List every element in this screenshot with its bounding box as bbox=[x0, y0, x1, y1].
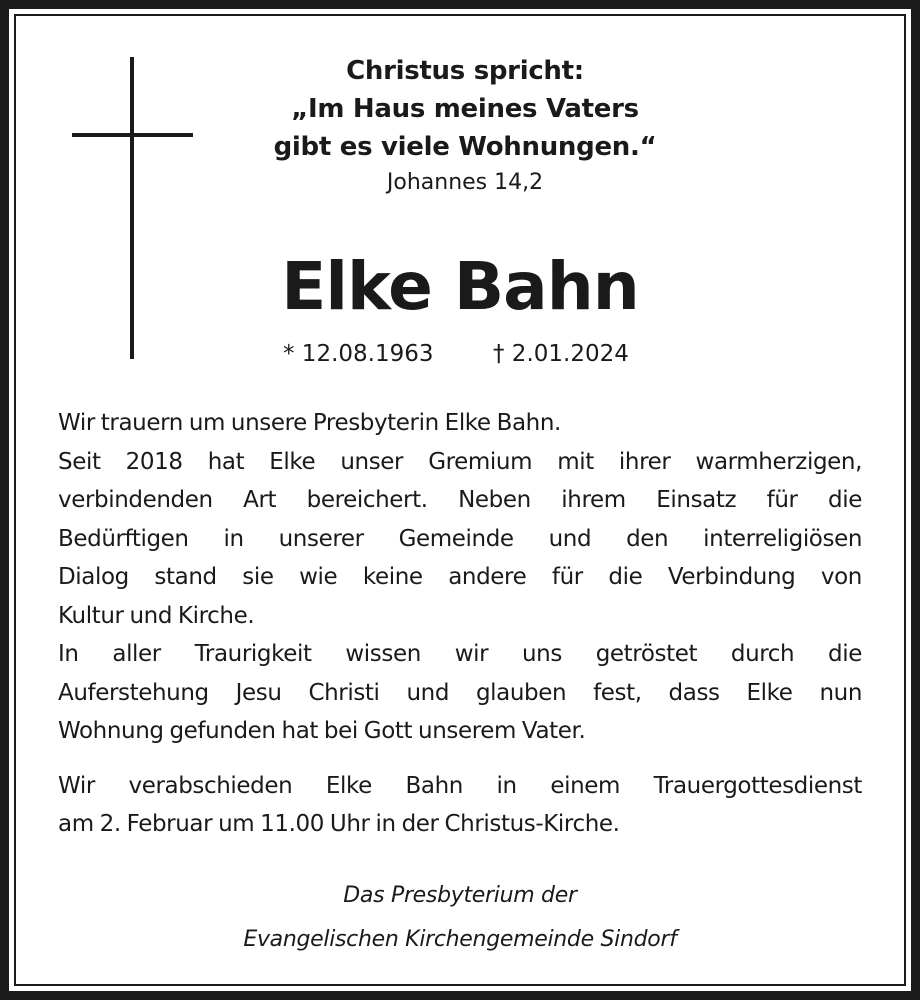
death-date: † 2.01.2024 bbox=[493, 341, 629, 367]
body-line: Bedürftigen in unserer Gemeinde und den interreligiösen bbox=[58, 525, 862, 552]
signature-line-1: Das Presbyterium der bbox=[343, 883, 577, 908]
paragraph-gap bbox=[58, 751, 862, 767]
body-line: Kultur und Kirche. bbox=[58, 602, 255, 629]
signature bbox=[160, 874, 760, 962]
obituary-text bbox=[58, 404, 862, 844]
birth-date: * 12.08.1963 bbox=[283, 341, 434, 367]
body-line: Auferstehung Jesu Christi und glauben fest, dass Elke nun bbox=[58, 679, 862, 706]
service-line: am 2. Februar um 11.00 Uhr in der Christus-Kirche. bbox=[58, 811, 620, 837]
signature-line-2: Evangelischen Kirchengemeinde Sindorf bbox=[243, 927, 677, 952]
deceased-name: Elke Bahn bbox=[281, 248, 639, 325]
body-line: Dialog stand sie wie keine andere für die Verbindung von bbox=[58, 564, 862, 590]
quote-line-1: Christus spricht: bbox=[346, 56, 584, 86]
body-line: verbindenden Art bereichert. Neben ihrem Einsatz für die bbox=[58, 487, 862, 513]
cross-horizontal-bar bbox=[72, 133, 193, 137]
body-line: Seit 2018 hat Elke unser Gremium mit ihrer warmherzigen, bbox=[58, 448, 862, 475]
life-dates bbox=[283, 336, 683, 372]
cross-vertical-bar bbox=[130, 57, 134, 359]
quote-reference: Johannes 14,2 bbox=[386, 170, 544, 195]
service-line: Wir verabschieden Elke Bahn in einem Trauergottesdienst bbox=[58, 772, 862, 799]
quote-line-3: gibt es viele Wohnungen.“ bbox=[273, 132, 657, 162]
body-line: Wohnung gefunden hat bei Gott unserem Vater. bbox=[58, 718, 586, 744]
body-line: In aller Traurigkeit wissen wir uns getröstet durch die bbox=[58, 641, 862, 667]
bible-quote bbox=[225, 52, 705, 198]
quote-line-2: „Im Haus meines Vaters bbox=[291, 94, 639, 124]
body-line: Wir trauern um unsere Presbyterin Elke Bahn. bbox=[58, 410, 561, 436]
